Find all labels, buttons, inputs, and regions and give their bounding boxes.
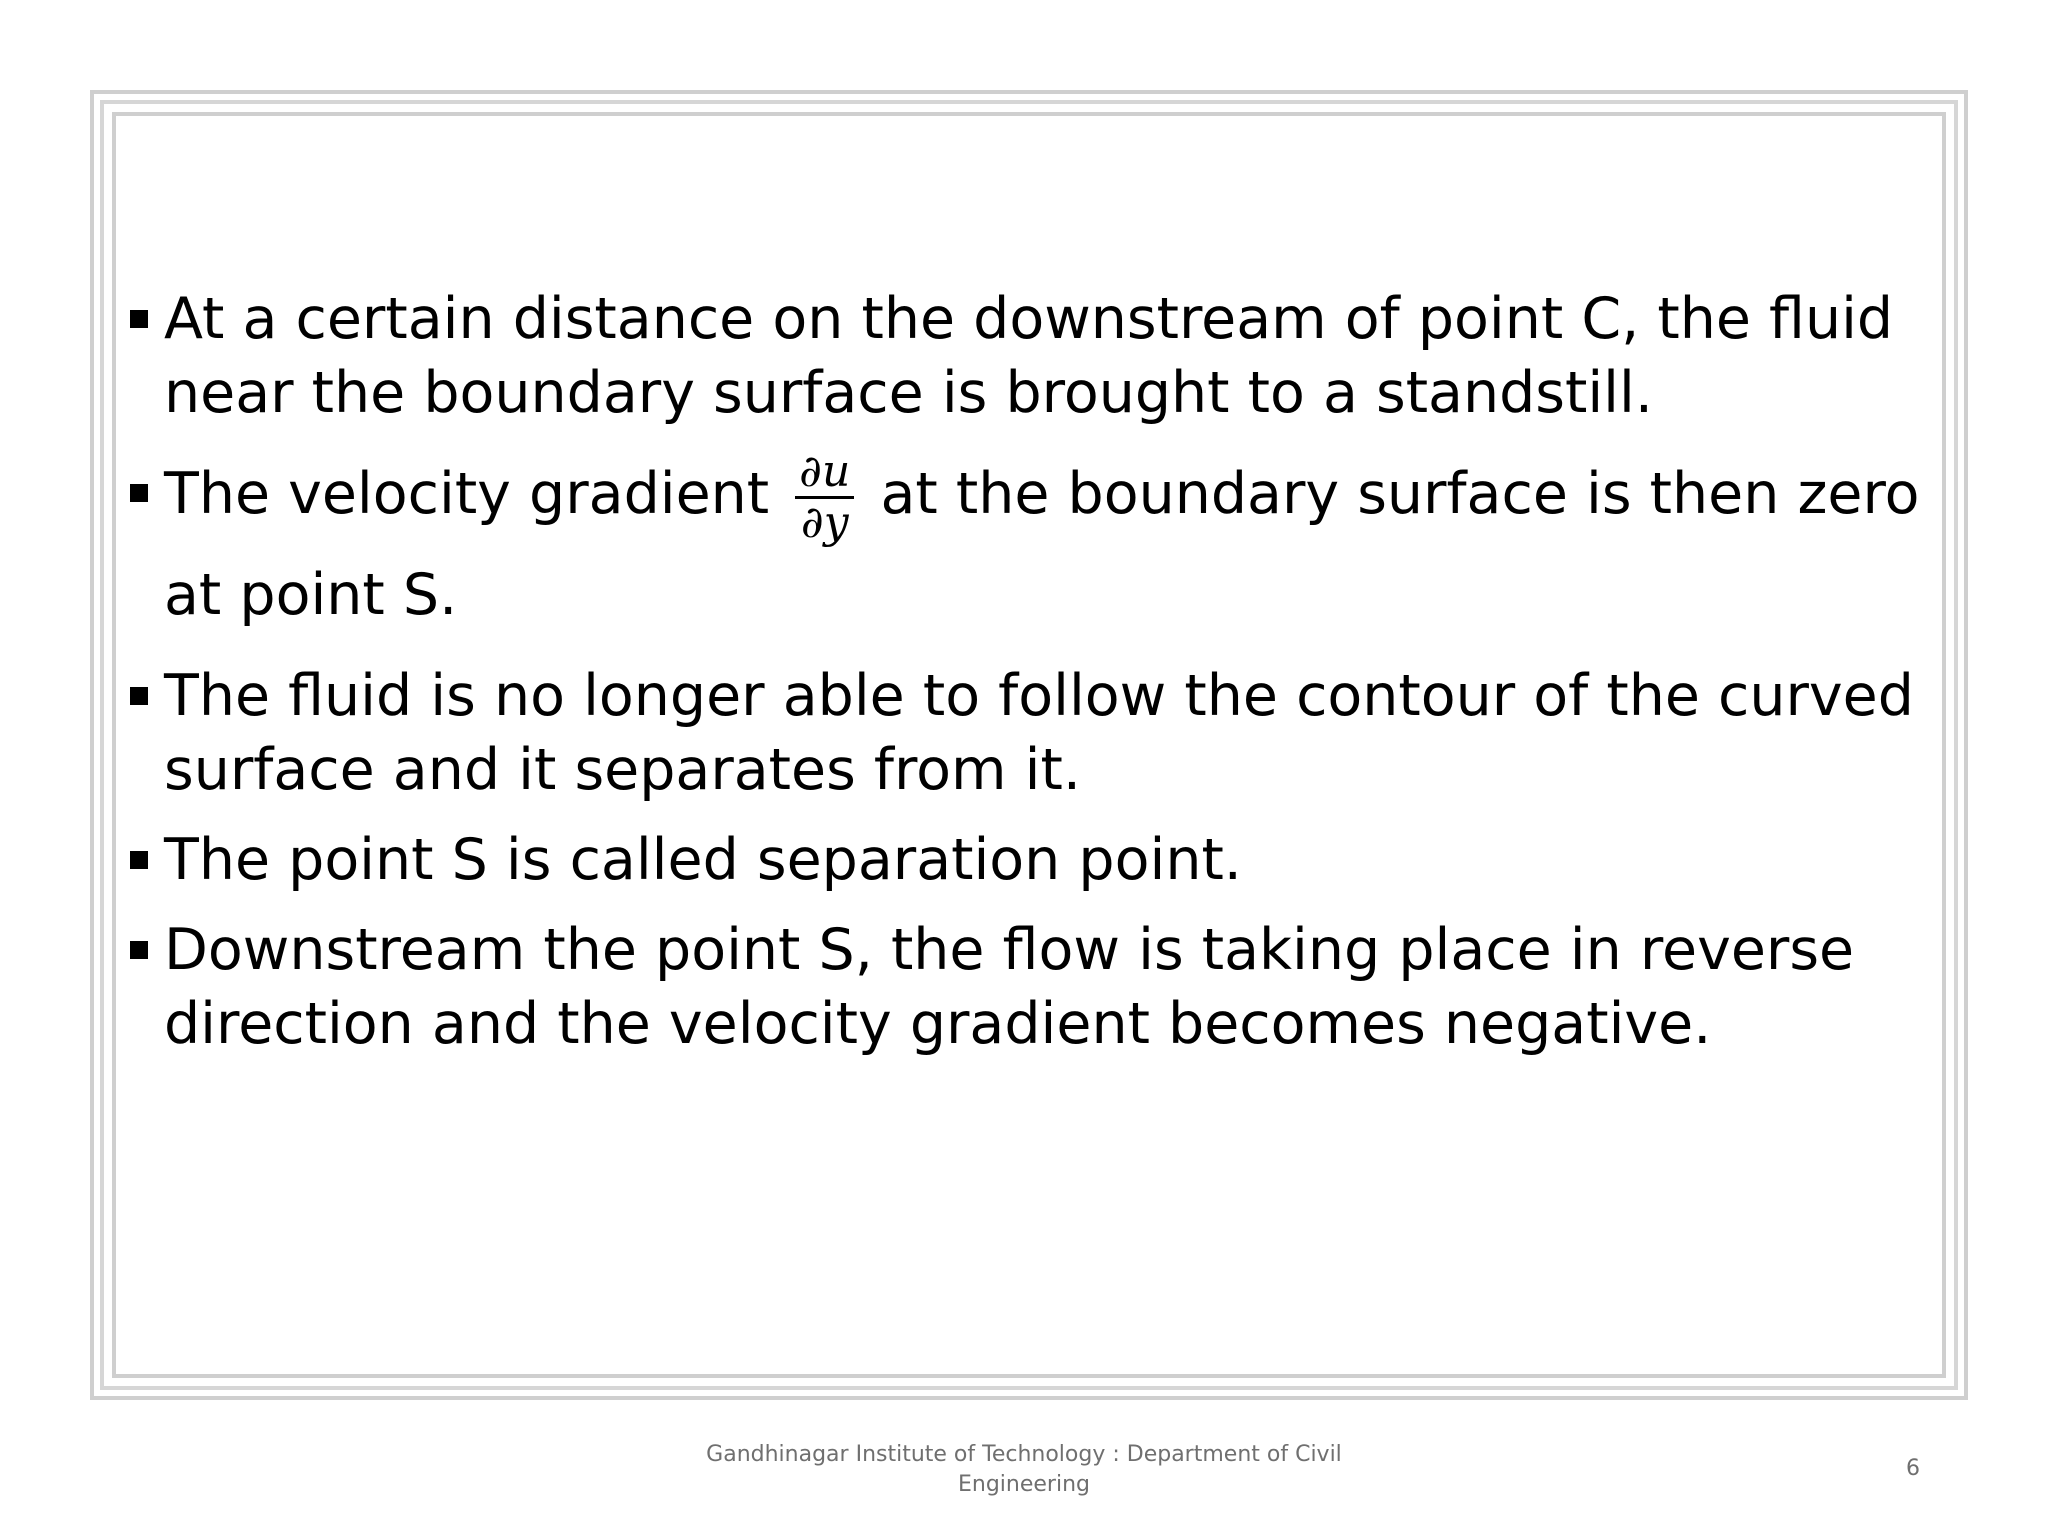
slide-content bbox=[128, 282, 1928, 1077]
bullet-text: The point S is called separation point. bbox=[164, 826, 1242, 893]
square-bullet-icon bbox=[130, 310, 148, 328]
square-bullet-icon bbox=[130, 941, 148, 959]
square-bullet-icon bbox=[130, 851, 148, 869]
slide-footer: Gandhinagar Institute of Technology : Department of Civil Engineering bbox=[706, 1442, 1342, 1497]
bullet-item bbox=[128, 446, 1928, 643]
bullet-text: At a certain distance on the downstream of point C, the fluid near the boundary surface is brought to a standstill. bbox=[164, 286, 1894, 426]
velocity-gradient-fraction bbox=[795, 445, 854, 548]
bullet-item bbox=[128, 913, 1928, 1061]
bullet-text: Downstream the point S, the flow is taking place in reverse direction and the velocity gradient becomes negative. bbox=[164, 916, 1855, 1057]
bullet-text-after-fraction: at the boundary surface is then zero at point S. bbox=[164, 461, 1920, 628]
fraction-numerator: ∂u bbox=[795, 448, 854, 499]
bullet-item bbox=[128, 282, 1928, 430]
bullet-text: The fluid is no longer able to follow the contour of the curved surface and it separates from it. bbox=[164, 662, 1914, 803]
square-bullet-icon bbox=[130, 484, 148, 502]
bullet-item bbox=[128, 823, 1928, 897]
page-number: 6 bbox=[1906, 1456, 1920, 1481]
square-bullet-icon bbox=[130, 687, 148, 705]
bullet-text-before-fraction: The velocity gradient bbox=[164, 461, 770, 527]
fraction-denominator: ∂y bbox=[800, 496, 849, 548]
bullet-item bbox=[128, 659, 1928, 807]
